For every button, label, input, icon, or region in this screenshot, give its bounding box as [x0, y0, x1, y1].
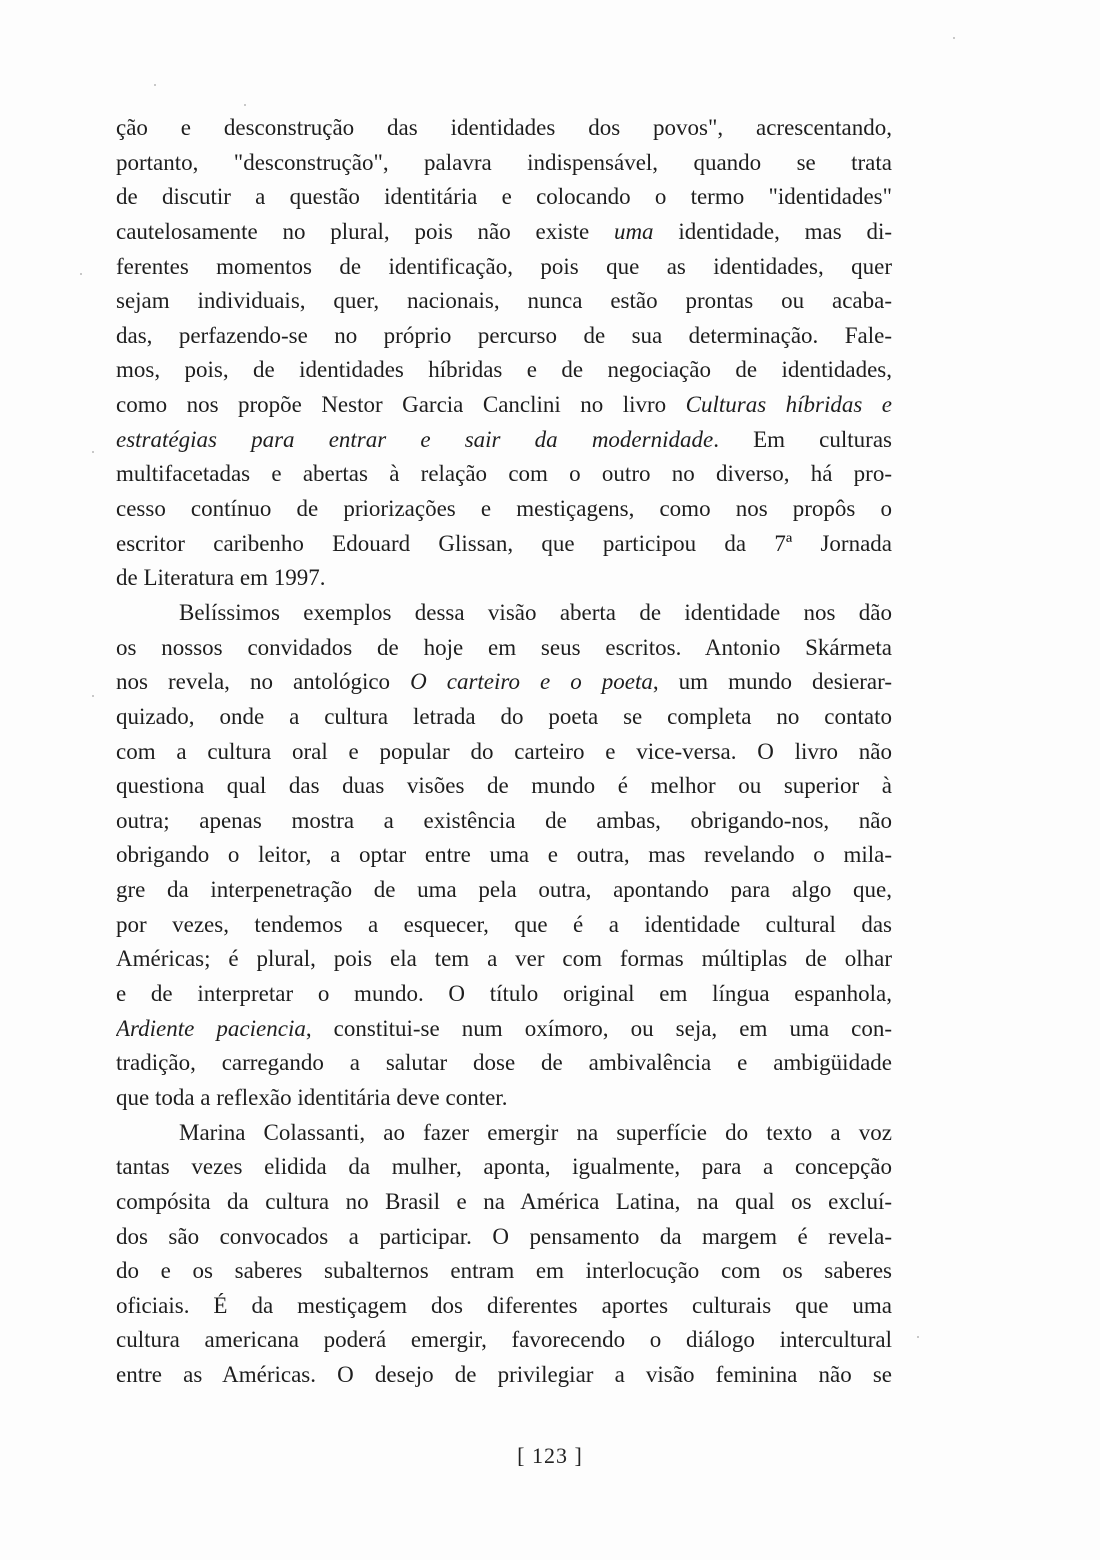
text-line: questiona qual das duas visões de mundo é melhor ou superior à — [116, 773, 892, 799]
scan-speck — [92, 695, 94, 697]
text-line: estratégias para entrar e sair da modernidade. Em culturas — [116, 426, 892, 452]
text-line: mos, pois, de identidades híbridas e de negociação de identidades, — [116, 357, 892, 383]
text-line: de Literatura em 1997. — [116, 565, 326, 591]
text-line: e de interpretar o mundo. O título original em língua espanhola, — [116, 981, 892, 1007]
italic-title: Culturas híbridas e — [685, 392, 892, 418]
text-line: Belíssimos exemplos dessa visão aberta de identidade nos dão — [179, 599, 892, 625]
italic-title: O carteiro e o poeta — [410, 669, 653, 695]
scan-speck — [244, 104, 246, 106]
text-line: oficiais. É da mestiçagem dos diferentes aportes culturais que uma — [116, 1292, 892, 1318]
text-line: por vezes, tendemos a esquecer, que é a identidade cultural das — [116, 911, 892, 937]
text-line: ferentes momentos de identificação, pois que as identidades, quer — [116, 253, 892, 279]
text-line: Marina Colassanti, ao fazer emergir na superfície do texto a voz — [179, 1119, 892, 1145]
italic-title: estratégias para entrar e sair da modernidade — [116, 426, 714, 452]
page-number: [ 123 ] — [517, 1443, 583, 1468]
text-line: cesso contínuo de priorizações e mestiçagens, como nos propôs o — [116, 496, 892, 522]
text-line: compósita da cultura no Brasil e na América Latina, na qual os excluí- — [116, 1188, 892, 1214]
text-line: com a cultura oral e popular do carteiro e vice-versa. O livro não — [116, 738, 892, 764]
text-line: nos revela, no antológico O carteiro e o poeta, um mundo desierar- — [116, 669, 892, 695]
italic-title: Ardiente paciencia — [116, 1015, 306, 1041]
text-line: tantas vezes elidida da mulher, aponta, igualmente, para a concepção — [116, 1154, 892, 1180]
scan-speck — [80, 273, 82, 275]
text-line: que toda a reflexão identitária deve conter. — [116, 1084, 508, 1110]
italic-title: uma — [613, 218, 654, 244]
text-line: dos são convocados a participar. O pensamento da margem é revela- — [116, 1223, 892, 1249]
text-line: quizado, onde a cultura letrada do poeta se completa no contato — [116, 703, 892, 729]
text-line: gre da interpenetração de uma pela outra, apontando para algo que, — [116, 877, 892, 903]
text-line: como nos propõe Nestor Garcia Canclini no livro Culturas híbridas e — [116, 392, 892, 418]
text-line: entre as Américas. O desejo de privilegiar a visão feminina não se — [116, 1362, 892, 1388]
scan-speck — [917, 1336, 919, 1338]
paragraph — [116, 596, 892, 1116]
scan-speck — [154, 84, 156, 86]
text-line: obrigando o leitor, a optar entre uma e outra, mas revelando o mila- — [116, 842, 892, 868]
text-line: cultura americana poderá emergir, favorecendo o diálogo intercultural — [116, 1327, 892, 1353]
scan-speck — [92, 451, 94, 453]
text-line: escritor caribenho Edouard Glissan, que participou da 7ª Jornada — [116, 530, 892, 556]
text-line: ção e desconstrução das identidades dos povos", acrescentando, — [116, 115, 892, 140]
text-line: do e os saberes subalternos entram em interlocução com os saberes — [116, 1258, 892, 1284]
scan-speck — [953, 37, 955, 39]
text-line: portanto, "desconstrução", palavra indispensável, quando se trata — [116, 149, 892, 175]
text-line: sejam individuais, quer, nacionais, nunca estão prontas ou acaba- — [116, 288, 892, 314]
text-line: de discutir a questão identitária e colocando o termo "identidades" — [116, 184, 892, 210]
paragraph — [116, 1116, 892, 1393]
text-line: cautelosamente no plural, pois não existe uma identidade, mas di- — [116, 218, 892, 244]
text-line: tradição, carregando a salutar dose de ambivalência e ambigüidade — [116, 1050, 892, 1076]
text-line: os nossos convidados de hoje em seus escritos. Antonio Skármeta — [116, 634, 892, 660]
body-text — [116, 111, 892, 1393]
paragraph — [116, 111, 892, 596]
text-line: das, perfazendo-se no próprio percurso de sua determinação. Fale- — [116, 322, 892, 348]
text-line: multifacetadas e abertas à relação com o outro no diverso, há pro- — [116, 461, 892, 487]
text-line: Ardiente paciencia, constitui-se num oxímoro, ou seja, em uma con- — [116, 1015, 892, 1041]
text-line: Américas; é plural, pois ela tem a ver com formas múltiplas de olhar — [116, 946, 892, 972]
text-line: outra; apenas mostra a existência de ambas, obrigando-nos, não — [116, 807, 892, 833]
